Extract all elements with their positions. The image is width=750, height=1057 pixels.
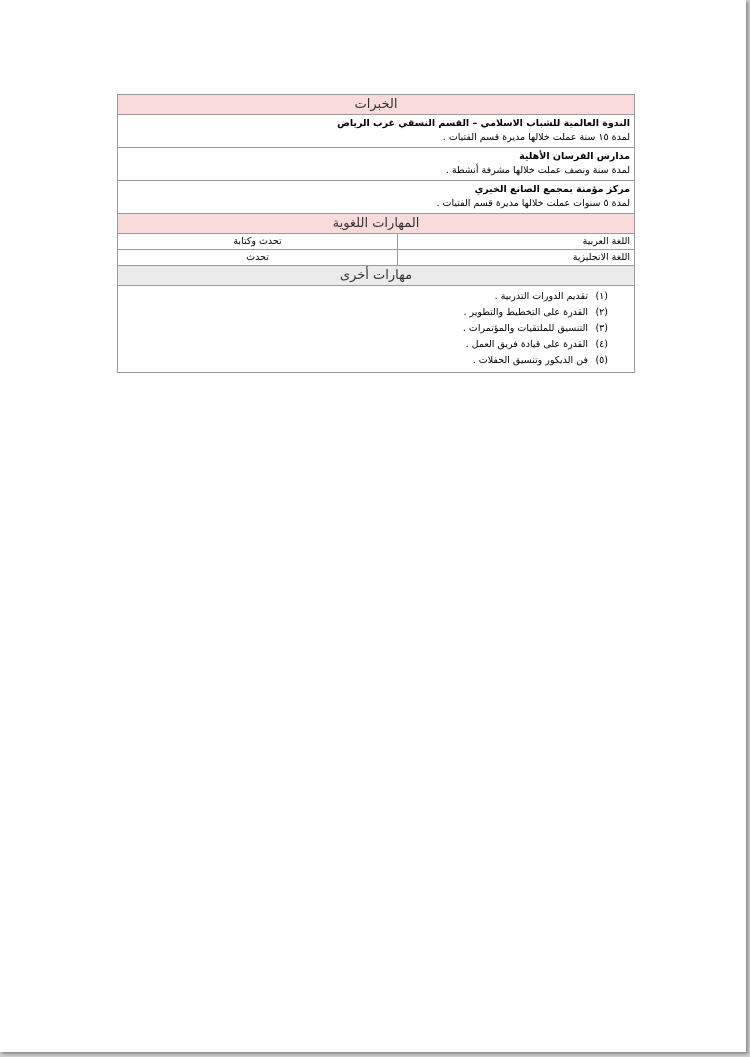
- skill-item: [122, 353, 608, 369]
- other-skills-heading: مهارات أخرى: [118, 266, 634, 286]
- experience-desc: لمدة ١٥ سنة عملت خلالها مديرة قسم الفتيات .: [442, 132, 630, 143]
- experience-desc: لمدة ٥ سنوات عملت خلالها مديرة قسم الفتيات .: [436, 198, 630, 209]
- language-row: [118, 234, 634, 250]
- language-level: تحدث: [246, 252, 269, 263]
- skill-number: (٢): [595, 307, 608, 318]
- experience-org: مدارس الفرسان الأهلية: [519, 151, 630, 162]
- experience-org: الندوة العالمية للشباب الاسلامي – القسم النسقي غرب الرياض: [337, 118, 630, 129]
- skill-text: القدرة على قيادة فريق العمل .: [465, 339, 588, 350]
- skill-text: التنسيق للملتقيات والمؤتمرات .: [462, 323, 588, 334]
- skill-number: (٣): [595, 323, 608, 334]
- cv-table: [117, 94, 635, 373]
- skill-text: فن الديكور وتنسيق الحفلات .: [472, 355, 588, 366]
- skill-number: (٥): [595, 355, 608, 366]
- skill-text: تقديم الدورات التدربية .: [494, 291, 588, 302]
- language-name: اللغة الانجليزية: [397, 250, 634, 265]
- experience-desc: لمدة سنة ونصف عملت خلالها مشرفة أنشطة .: [445, 165, 630, 176]
- other-skills-list: [118, 286, 634, 372]
- skill-number: (١): [595, 291, 608, 302]
- skill-item: [122, 337, 608, 353]
- experience-item: [118, 115, 634, 148]
- language-level: تحدث وكتابة: [233, 236, 282, 247]
- skill-text: القدرة على التخطيط والتطوير .: [463, 307, 588, 318]
- skill-item: [122, 321, 608, 337]
- language-row: [118, 250, 634, 266]
- experience-item: [118, 181, 634, 214]
- experience-heading: الخبرات: [118, 95, 634, 115]
- languages-heading: المهارات اللغوية: [118, 214, 634, 234]
- experience-item: [118, 148, 634, 181]
- language-name: اللغة العربية: [397, 234, 634, 249]
- skill-item: [122, 289, 608, 305]
- skill-number: (٤): [595, 339, 608, 350]
- experience-org: مركز مؤمنة بمجمع الصانع الخيري: [474, 184, 630, 195]
- skill-item: [122, 305, 608, 321]
